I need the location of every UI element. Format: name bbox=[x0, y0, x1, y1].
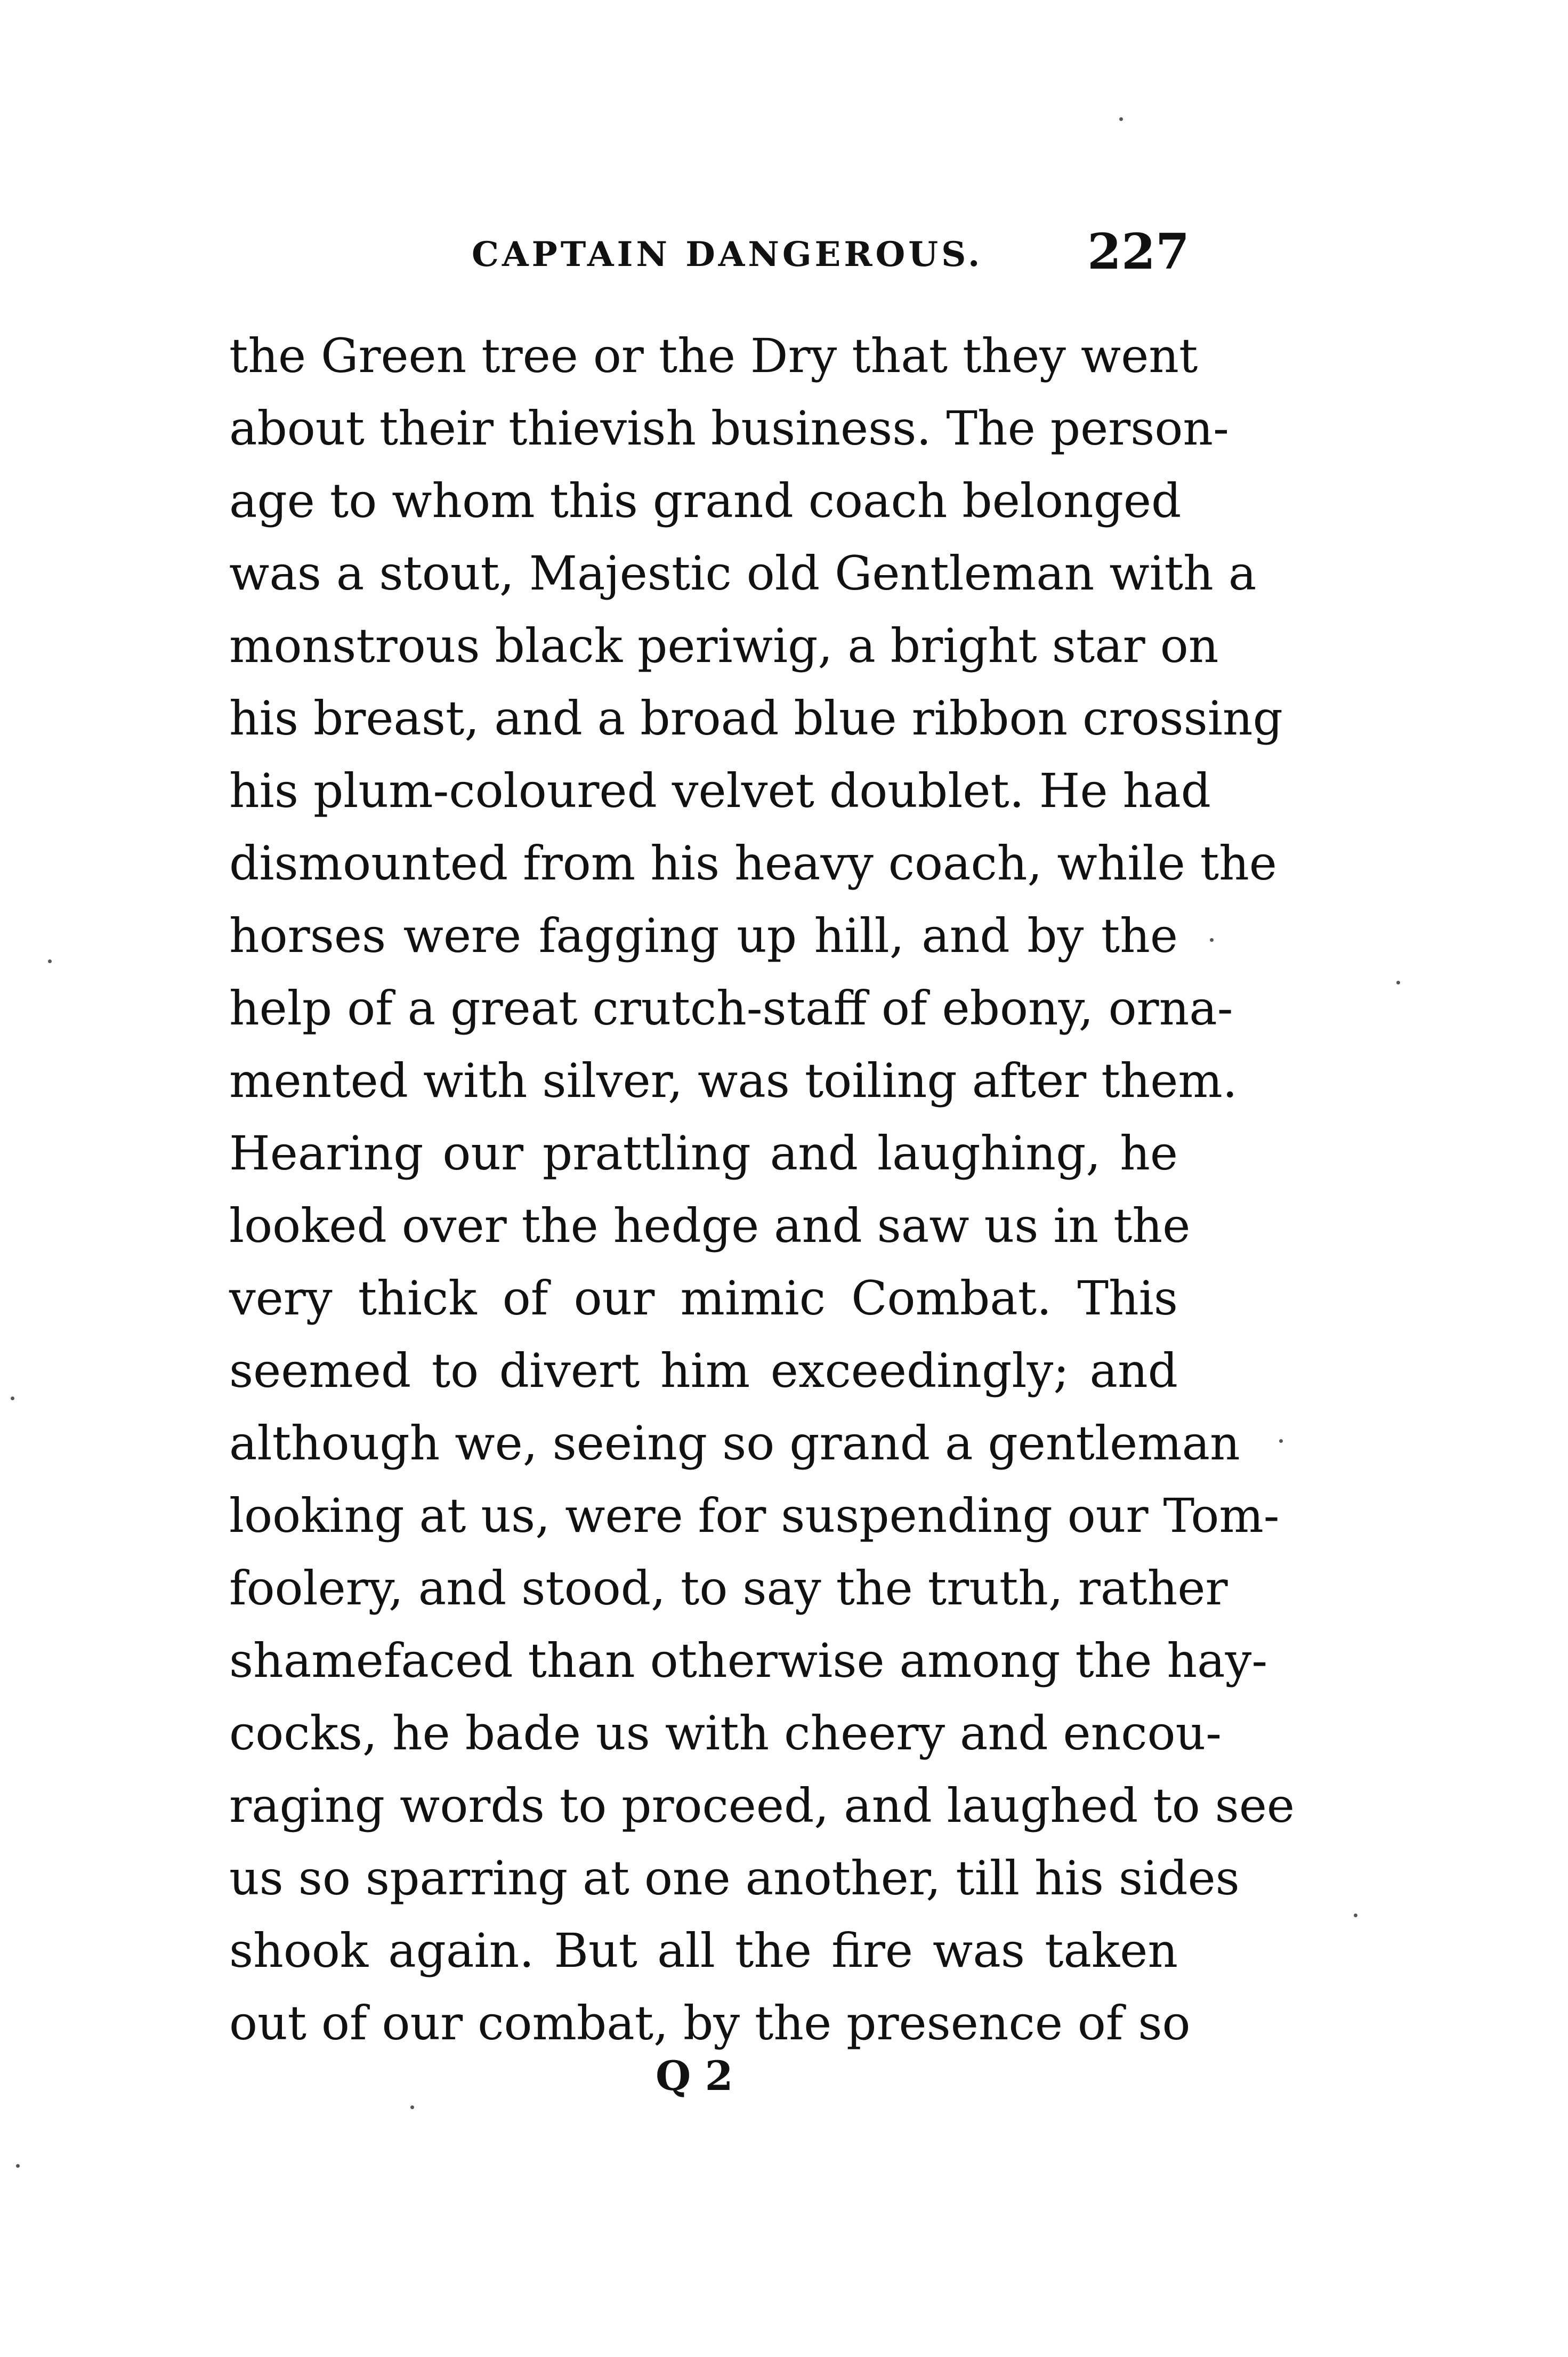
text-line: mented with silver, was toiling after them. bbox=[229, 1053, 1238, 1108]
text-line: age to whom this grand coach belonged bbox=[229, 473, 1182, 528]
text-line: horses were fagging up hill, and by the bbox=[229, 908, 1178, 963]
text-line: his plum-coloured velvet doublet. He had bbox=[229, 763, 1211, 818]
text-line: although we, seeing so grand a gentleman bbox=[229, 1416, 1240, 1471]
text-line: shamefaced than otherwise among the hay- bbox=[229, 1633, 1268, 1688]
text-line: seemed to divert him exceedingly; and bbox=[229, 1343, 1178, 1398]
page-number: 227 bbox=[1087, 223, 1190, 280]
text-line: monstrous black periwig, a bright star on bbox=[229, 618, 1219, 673]
text-line: shook again. But all the fire was taken bbox=[229, 1923, 1178, 1978]
paper-speck bbox=[1119, 117, 1123, 121]
running-title: CAPTAIN DANGEROUS. bbox=[472, 235, 983, 275]
paper-speck bbox=[16, 2164, 20, 2168]
paper-speck bbox=[1396, 981, 1400, 984]
text-line: the Green tree or the Dry that they went bbox=[229, 328, 1198, 383]
paper-speck bbox=[48, 959, 52, 963]
text-line: us so sparring at one another, till his sides bbox=[229, 1851, 1240, 1906]
paper-speck bbox=[1210, 938, 1214, 942]
text-line: dismounted from his heavy coach, while the bbox=[229, 836, 1277, 891]
text-line: very thick of our mimic Combat. This bbox=[229, 1271, 1178, 1326]
text-line: looked over the hedge and saw us in the bbox=[229, 1198, 1191, 1253]
paper-speck bbox=[1354, 1914, 1357, 1917]
text-line: help of a great crutch-staff of ebony, orna- bbox=[229, 981, 1233, 1036]
text-line: was a stout, Majestic old Gentleman with a bbox=[229, 546, 1257, 601]
text-line: out of our combat, by the presence of so bbox=[229, 1996, 1191, 2051]
signature-mark: Q 2 bbox=[656, 2052, 733, 2100]
text-line: his breast, and a broad blue ribbon crossing bbox=[229, 691, 1283, 746]
text-line: raging words to proceed, and laughed to see bbox=[229, 1778, 1295, 1833]
paper-speck bbox=[11, 1397, 14, 1400]
body-text bbox=[229, 320, 1295, 2060]
text-line: foolery, and stood, to say the truth, rather bbox=[229, 1561, 1228, 1616]
text-line: about their thievish business. The person- bbox=[229, 401, 1229, 456]
text-line: cocks, he bade us with cheery and encou- bbox=[229, 1706, 1222, 1761]
paper-speck bbox=[410, 2105, 414, 2109]
paper-speck bbox=[1279, 1439, 1283, 1443]
text-line: Hearing our prattling and laughing, he bbox=[229, 1126, 1178, 1181]
text-line: looking at us, were for suspending our Tom- bbox=[229, 1488, 1280, 1543]
